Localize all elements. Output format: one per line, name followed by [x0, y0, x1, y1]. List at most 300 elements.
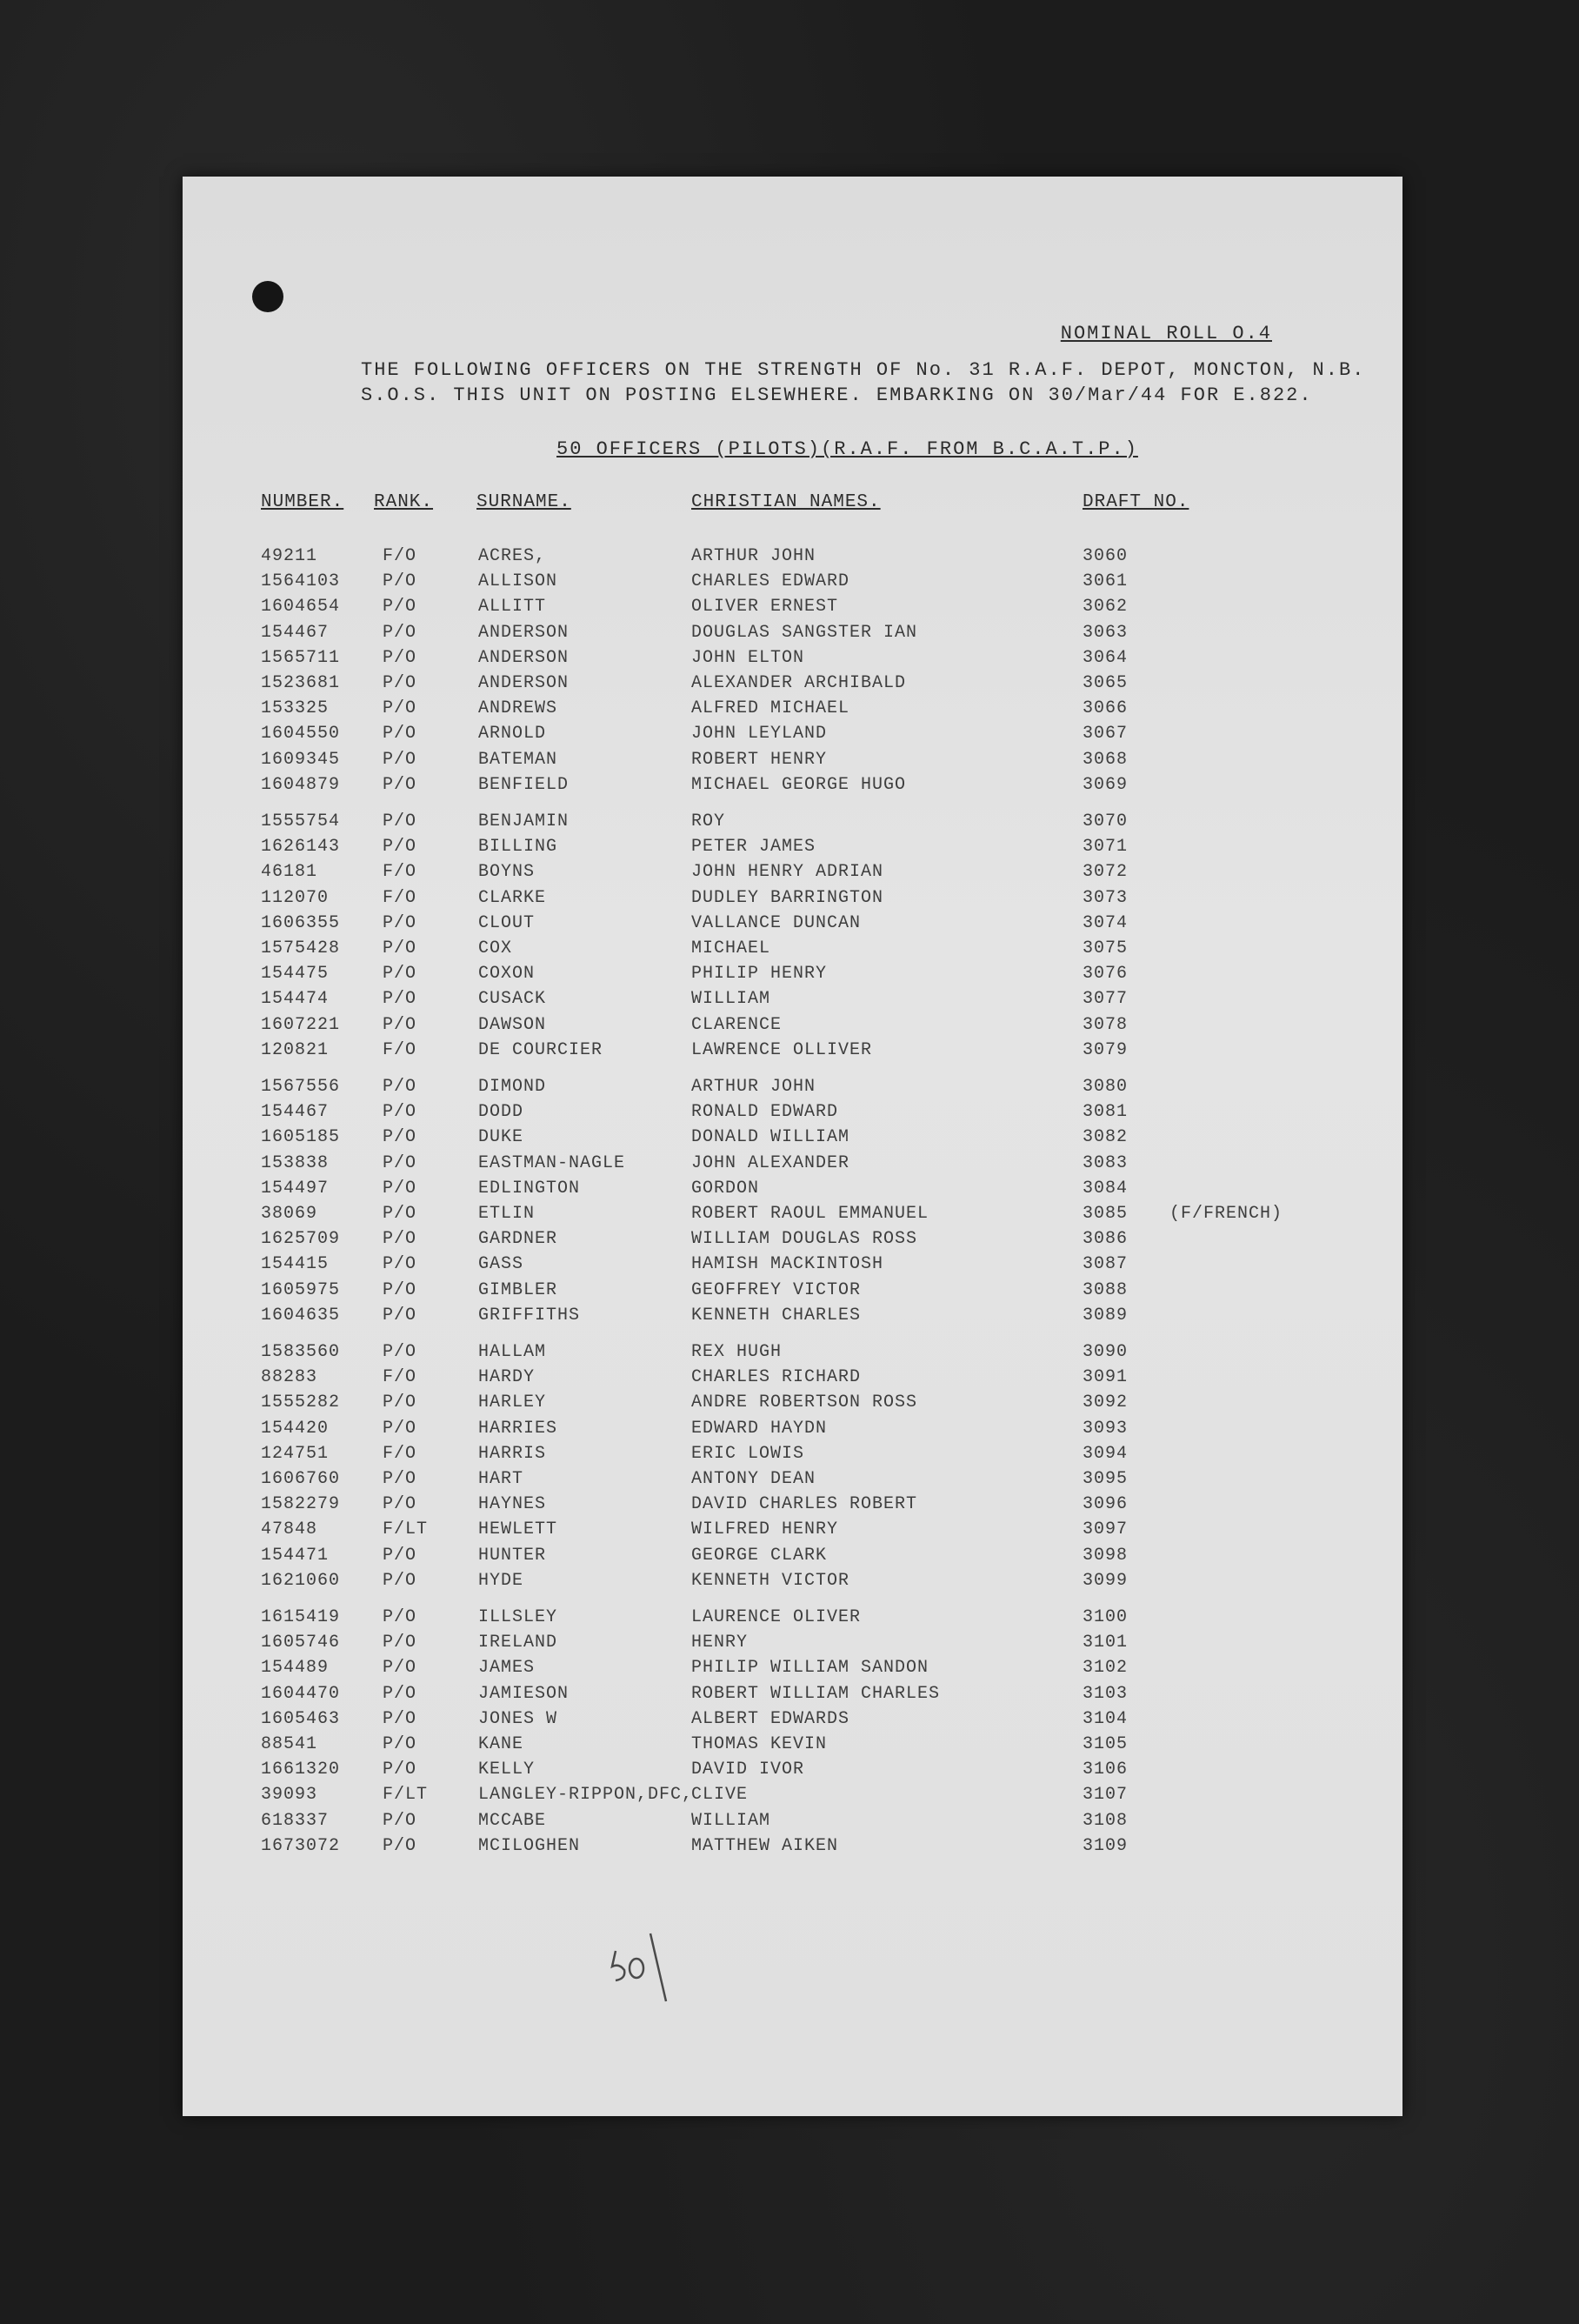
intro-line-2: S.O.S. THIS UNIT ON POSTING ELSEWHERE. EMBARKING ON 30/Mar/44 FOR E.822. [361, 384, 1313, 406]
officer-draft-no: 3083 [1083, 1152, 1129, 1173]
officer-draft-no: 3064 [1083, 647, 1129, 668]
officer-draft-no: 3090 [1083, 1342, 1129, 1362]
officer-number: 154467 [261, 622, 330, 643]
officer-surname: DUKE [478, 1127, 524, 1148]
officer-number: 1621060 [261, 1570, 341, 1591]
officer-rank: P/O [383, 1469, 417, 1489]
officer-surname: CLOUT [478, 912, 536, 933]
table-row [183, 1040, 1402, 1065]
officer-christian-names: PETER JAMES [691, 837, 816, 858]
header-surname: SURNAME. [476, 492, 571, 512]
officer-rank: P/O [383, 964, 417, 985]
officer-christian-names: WILLIAM DOUGLAS ROSS [691, 1229, 918, 1250]
officer-christian-names: THOMAS KEVIN [691, 1734, 828, 1754]
officer-rank: P/O [383, 724, 417, 745]
officer-rank: P/O [383, 1734, 417, 1754]
officer-surname: BILLING [478, 837, 558, 858]
table-row [183, 989, 1402, 1013]
officer-number: 1555754 [261, 811, 341, 831]
officer-number: 1606760 [261, 1469, 341, 1489]
officer-draft-no: 3072 [1083, 862, 1129, 883]
officer-number: 154497 [261, 1178, 330, 1199]
officer-draft-no: 3099 [1083, 1570, 1129, 1591]
officer-draft-no: 3063 [1083, 622, 1129, 643]
table-row [183, 1494, 1402, 1519]
table-row [183, 1392, 1402, 1417]
officer-christian-names: DOUGLAS SANGSTER IAN [691, 622, 918, 643]
officer-number: 112070 [261, 887, 330, 908]
table-row [183, 888, 1402, 912]
officer-draft-no: 3069 [1083, 774, 1129, 795]
officer-number: 1604550 [261, 724, 341, 745]
table-row [183, 1546, 1402, 1570]
officer-draft-no: 3065 [1083, 673, 1129, 693]
officer-draft-no: 3094 [1083, 1443, 1129, 1464]
officer-surname: DODD [478, 1102, 524, 1123]
officer-draft-no: 3108 [1083, 1810, 1129, 1831]
officer-surname: ALLITT [478, 597, 547, 618]
officer-surname: DIMOND [478, 1077, 547, 1097]
officer-number: 1661320 [261, 1760, 341, 1780]
officer-surname: HARDY [478, 1367, 536, 1388]
officer-surname: MCILOGHEN [478, 1835, 581, 1856]
officer-draft-no: 3080 [1083, 1077, 1129, 1097]
officer-surname: LANGLEY-RIPPON,DFC, [478, 1785, 694, 1806]
officer-draft-no: 3095 [1083, 1469, 1129, 1489]
table-row [183, 811, 1402, 836]
table-row [183, 1444, 1402, 1468]
officer-draft-no: 3079 [1083, 1039, 1129, 1060]
officer-number: 38069 [261, 1204, 318, 1224]
officer-draft-no: 3073 [1083, 887, 1129, 908]
officer-number: 39093 [261, 1785, 318, 1806]
table-row [183, 698, 1402, 723]
officer-draft-no: 3093 [1083, 1418, 1129, 1439]
officer-christian-names: ALBERT EDWARDS [691, 1708, 850, 1729]
officer-draft-no: 3105 [1083, 1734, 1129, 1754]
officer-draft-no: 3089 [1083, 1305, 1129, 1326]
officer-rank: P/O [383, 673, 417, 693]
officer-draft-no: 3062 [1083, 597, 1129, 618]
officer-rank: P/O [383, 1760, 417, 1780]
officer-surname: HUNTER [478, 1545, 547, 1566]
document-page [183, 177, 1402, 2116]
officer-rank: F/O [383, 1039, 417, 1060]
officer-surname: JAMES [478, 1658, 536, 1679]
table-row [183, 1607, 1402, 1632]
officer-draft-no: 3077 [1083, 989, 1129, 1010]
officer-rank: P/O [383, 698, 417, 719]
officer-draft-no: 3081 [1083, 1102, 1129, 1123]
officer-christian-names: WILFRED HENRY [691, 1519, 839, 1540]
officer-draft-no: 3109 [1083, 1835, 1129, 1856]
table-row [183, 1342, 1402, 1366]
table-row [183, 1419, 1402, 1443]
officer-christian-names: JOHN ALEXANDER [691, 1152, 850, 1173]
officer-rank: P/O [383, 622, 417, 643]
officer-christian-names: PHILIP HENRY [691, 964, 828, 985]
officer-rank: F/O [383, 887, 417, 908]
officer-surname: HARRIES [478, 1418, 558, 1439]
table-row [183, 623, 1402, 647]
officer-rank: P/O [383, 1342, 417, 1362]
officer-surname: HARRIS [478, 1443, 547, 1464]
officer-rank: P/O [383, 912, 417, 933]
officer-christian-names: LAWRENCE OLLIVER [691, 1039, 873, 1060]
table-row [183, 1179, 1402, 1203]
officer-draft-no: 3087 [1083, 1254, 1129, 1275]
officer-christian-names: ROBERT RAOUL EMMANUEL [691, 1204, 929, 1224]
officer-christian-names: LAURENCE OLIVER [691, 1607, 862, 1627]
officer-surname: BOYNS [478, 862, 536, 883]
table-row [183, 1811, 1402, 1835]
header-rank: RANK. [374, 492, 434, 512]
table-row [183, 1077, 1402, 1101]
officer-surname: COX [478, 938, 513, 958]
officer-christian-names: MICHAEL GEORGE HUGO [691, 774, 907, 795]
officer-number: 1583560 [261, 1342, 341, 1362]
officer-rank: P/O [383, 837, 417, 858]
table-row [183, 1633, 1402, 1657]
officer-christian-names: EDWARD HAYDN [691, 1418, 828, 1439]
officer-surname: HAYNES [478, 1494, 547, 1515]
officer-draft-no: 3061 [1083, 571, 1129, 592]
table-row [183, 862, 1402, 886]
officer-draft-no: 3078 [1083, 1014, 1129, 1035]
officer-draft-no: 3107 [1083, 1785, 1129, 1806]
table-row [183, 1204, 1402, 1228]
officer-number: 1606355 [261, 912, 341, 933]
officer-draft-no: 3103 [1083, 1683, 1129, 1704]
officer-draft-no: 3096 [1083, 1494, 1129, 1515]
subtitle: 50 OFFICERS (PILOTS)(R.A.F. FROM B.C.A.T.P.) [556, 438, 1138, 460]
officer-christian-names: CHARLES RICHARD [691, 1367, 862, 1388]
officer-christian-names: HENRY [691, 1633, 749, 1653]
officer-surname: ANDREWS [478, 698, 558, 719]
officer-number: 1604635 [261, 1305, 341, 1326]
officer-surname: ARNOLD [478, 724, 547, 745]
officer-number: 1575428 [261, 938, 341, 958]
officer-surname: COXON [478, 964, 536, 985]
officer-draft-no: 3098 [1083, 1545, 1129, 1566]
officer-number: 1609345 [261, 749, 341, 770]
officer-rank: F/O [383, 862, 417, 883]
officer-draft-no: 3071 [1083, 837, 1129, 858]
officer-rank: P/O [383, 1127, 417, 1148]
officer-number: 153838 [261, 1152, 330, 1173]
table-row [183, 1127, 1402, 1152]
table-row [183, 1102, 1402, 1126]
officer-christian-names: REX HUGH [691, 1342, 783, 1362]
table-row [183, 571, 1402, 596]
officer-surname: DE COURCIER [478, 1039, 603, 1060]
officer-draft-no: 3075 [1083, 938, 1129, 958]
header-number: NUMBER. [261, 492, 344, 512]
officer-draft-no: 3067 [1083, 724, 1129, 745]
officer-number: 1604654 [261, 597, 341, 618]
officer-rank: P/O [383, 571, 417, 592]
officer-number: 1604879 [261, 774, 341, 795]
roll-title: NOMINAL ROLL O.4 [1060, 323, 1272, 344]
officer-rank: F/LT [383, 1519, 429, 1540]
officer-christian-names: ROY [691, 811, 726, 831]
officer-draft-no: 3074 [1083, 912, 1129, 933]
officer-rank: P/O [383, 749, 417, 770]
officer-draft-no: 3076 [1083, 964, 1129, 985]
officer-number: 1615419 [261, 1607, 341, 1627]
table-row [183, 1469, 1402, 1493]
officer-christian-names: ARTHUR JOHN [691, 1077, 816, 1097]
table-row [183, 1306, 1402, 1330]
officer-surname: JONES W [478, 1708, 558, 1729]
officer-number: 120821 [261, 1039, 330, 1060]
officer-draft-no: 3088 [1083, 1279, 1129, 1300]
table-row [183, 1709, 1402, 1733]
officer-rank: F/O [383, 546, 417, 566]
officer-rank: P/O [383, 1077, 417, 1097]
officer-rank: P/O [383, 1658, 417, 1679]
officer-surname: EDLINGTON [478, 1178, 581, 1199]
officer-christian-names: DONALD WILLIAM [691, 1127, 850, 1148]
officer-note: (F/FRENCH) [1169, 1204, 1283, 1224]
table-row [183, 964, 1402, 988]
officer-christian-names: ROBERT WILLIAM CHARLES [691, 1683, 941, 1704]
officer-christian-names: CHARLES EDWARD [691, 571, 850, 592]
table-row [183, 1836, 1402, 1860]
officer-christian-names: ALEXANDER ARCHIBALD [691, 673, 907, 693]
officer-surname: KANE [478, 1734, 524, 1754]
officer-rank: P/O [383, 774, 417, 795]
officer-surname: HYDE [478, 1570, 524, 1591]
officer-christian-names: WILLIAM [691, 989, 771, 1010]
officer-rank: P/O [383, 1229, 417, 1250]
officer-number: 124751 [261, 1443, 330, 1464]
officer-number: 1673072 [261, 1835, 341, 1856]
handwritten-count-mark [609, 1925, 670, 2003]
officer-surname: ANDERSON [478, 647, 570, 668]
officer-surname: JAMIESON [478, 1683, 570, 1704]
officer-surname: HALLAM [478, 1342, 547, 1362]
table-row [183, 673, 1402, 698]
officer-draft-no: 3084 [1083, 1178, 1129, 1199]
officer-number: 154471 [261, 1545, 330, 1566]
officer-rank: P/O [383, 1810, 417, 1831]
officer-christian-names: DUDLEY BARRINGTON [691, 887, 884, 908]
officer-number: 1567556 [261, 1077, 341, 1097]
officer-number: 1605185 [261, 1127, 341, 1148]
officer-rank: P/O [383, 1418, 417, 1439]
table-row [183, 1229, 1402, 1253]
officer-surname: ETLIN [478, 1204, 536, 1224]
officer-rank: F/O [383, 1367, 417, 1388]
officer-number: 618337 [261, 1810, 330, 1831]
officer-number: 46181 [261, 862, 318, 883]
officer-draft-no: 3086 [1083, 1229, 1129, 1250]
officer-draft-no: 3085 [1083, 1204, 1129, 1224]
intro-line-1: THE FOLLOWING OFFICERS ON THE STRENGTH OF No. 31 R.A.F. DEPOT, MONCTON, N.B. [361, 359, 1366, 381]
officer-rank: F/O [383, 1443, 417, 1464]
officer-draft-no: 3097 [1083, 1519, 1129, 1540]
officer-number: 1555282 [261, 1392, 341, 1413]
table-row [183, 938, 1402, 963]
officer-number: 154420 [261, 1418, 330, 1439]
officer-surname: ALLISON [478, 571, 558, 592]
officer-christian-names: ALFRED MICHAEL [691, 698, 850, 719]
table-row [183, 1015, 1402, 1039]
officer-surname: EASTMAN-NAGLE [478, 1152, 626, 1173]
officer-number: 1607221 [261, 1014, 341, 1035]
officer-rank: F/LT [383, 1785, 429, 1806]
officer-christian-names: DAVID IVOR [691, 1760, 805, 1780]
officer-draft-no: 3060 [1083, 546, 1129, 566]
officer-surname: GIMBLER [478, 1279, 558, 1300]
officer-rank: P/O [383, 1494, 417, 1515]
officer-draft-no: 3102 [1083, 1658, 1129, 1679]
punch-hole [252, 281, 283, 312]
officer-surname: HART [478, 1469, 524, 1489]
officer-rank: P/O [383, 1254, 417, 1275]
officer-rank: P/O [383, 1708, 417, 1729]
officer-christian-names: PHILIP WILLIAM SANDON [691, 1658, 929, 1679]
table-row [183, 1519, 1402, 1544]
table-row [183, 1658, 1402, 1682]
officer-number: 154415 [261, 1254, 330, 1275]
officer-christian-names: MATTHEW AIKEN [691, 1835, 839, 1856]
officer-rank: P/O [383, 1178, 417, 1199]
officer-rank: P/O [383, 1152, 417, 1173]
officer-christian-names: KENNETH CHARLES [691, 1305, 862, 1326]
officer-rank: P/O [383, 1683, 417, 1704]
officer-rank: P/O [383, 1204, 417, 1224]
officer-draft-no: 3068 [1083, 749, 1129, 770]
officer-surname: ACRES, [478, 546, 547, 566]
table-row [183, 1367, 1402, 1392]
officer-number: 1625709 [261, 1229, 341, 1250]
officer-surname: ANDERSON [478, 673, 570, 693]
officer-christian-names: JOHN HENRY ADRIAN [691, 862, 884, 883]
header-draft-no: DRAFT NO. [1083, 492, 1189, 512]
header-christian-names: CHRISTIAN NAMES. [691, 492, 881, 512]
officer-christian-names: OLIVER ERNEST [691, 597, 839, 618]
table-row [183, 1571, 1402, 1595]
officer-rank: P/O [383, 811, 417, 831]
officer-surname: HARLEY [478, 1392, 547, 1413]
officer-number: 1626143 [261, 837, 341, 858]
officer-number: 154467 [261, 1102, 330, 1123]
officer-number: 154475 [261, 964, 330, 985]
officer-rank: P/O [383, 1392, 417, 1413]
table-row [183, 750, 1402, 774]
officer-number: 1565711 [261, 647, 341, 668]
officer-christian-names: KENNETH VICTOR [691, 1570, 850, 1591]
officer-rank: P/O [383, 1607, 417, 1627]
officer-surname: DAWSON [478, 1014, 547, 1035]
officer-draft-no: 3101 [1083, 1633, 1129, 1653]
officer-surname: ANDERSON [478, 622, 570, 643]
officer-christian-names: JOHN ELTON [691, 647, 805, 668]
officer-christian-names: JOHN LEYLAND [691, 724, 828, 745]
officer-rank: P/O [383, 1570, 417, 1591]
officer-christian-names: GEOFFREY VICTOR [691, 1279, 862, 1300]
officer-draft-no: 3106 [1083, 1760, 1129, 1780]
officer-number: 88541 [261, 1734, 318, 1754]
officer-surname: HEWLETT [478, 1519, 558, 1540]
officer-rank: P/O [383, 989, 417, 1010]
officer-christian-names: CLIVE [691, 1785, 749, 1806]
officer-christian-names: WILLIAM [691, 1810, 771, 1831]
officer-surname: GASS [478, 1254, 524, 1275]
officer-draft-no: 3082 [1083, 1127, 1129, 1148]
officer-number: 1564103 [261, 571, 341, 592]
officer-surname: GRIFFITHS [478, 1305, 581, 1326]
table-row [183, 1760, 1402, 1784]
officer-number: 1604470 [261, 1683, 341, 1704]
officer-rank: P/O [383, 1279, 417, 1300]
officer-rank: P/O [383, 938, 417, 958]
officer-rank: P/O [383, 1102, 417, 1123]
officer-surname: KELLY [478, 1760, 536, 1780]
officer-number: 1605746 [261, 1633, 341, 1653]
officer-christian-names: GORDON [691, 1178, 760, 1199]
officer-rank: P/O [383, 597, 417, 618]
officer-draft-no: 3104 [1083, 1708, 1129, 1729]
officer-christian-names: ROBERT HENRY [691, 749, 828, 770]
officer-surname: GARDNER [478, 1229, 558, 1250]
table-row [183, 597, 1402, 621]
officer-surname: IRELAND [478, 1633, 558, 1653]
officer-surname: CUSACK [478, 989, 547, 1010]
table-row [183, 546, 1402, 571]
officer-number: 154489 [261, 1658, 330, 1679]
table-row [183, 1254, 1402, 1279]
table-row [183, 913, 1402, 938]
officer-draft-no: 3092 [1083, 1392, 1129, 1413]
officer-christian-names: CLARENCE [691, 1014, 783, 1035]
officer-christian-names: ERIC LOWIS [691, 1443, 805, 1464]
officer-number: 47848 [261, 1519, 318, 1540]
table-row [183, 1785, 1402, 1809]
officer-rank: P/O [383, 1014, 417, 1035]
officer-draft-no: 3100 [1083, 1607, 1129, 1627]
officer-christian-names: VALLANCE DUNCAN [691, 912, 862, 933]
officer-surname: BATEMAN [478, 749, 558, 770]
officer-christian-names: HAMISH MACKINTOSH [691, 1254, 884, 1275]
officer-number: 153325 [261, 698, 330, 719]
intro-text [361, 357, 1366, 408]
officer-draft-no: 3070 [1083, 811, 1129, 831]
officer-christian-names: MICHAEL [691, 938, 771, 958]
officer-draft-no: 3091 [1083, 1367, 1129, 1388]
officer-surname: ILLSLEY [478, 1607, 558, 1627]
officer-number: 1605463 [261, 1708, 341, 1729]
table-row [183, 1684, 1402, 1708]
table-row [183, 1734, 1402, 1759]
table-row [183, 724, 1402, 748]
officer-christian-names: ARTHUR JOHN [691, 546, 816, 566]
officer-number: 88283 [261, 1367, 318, 1388]
table-row [183, 1153, 1402, 1178]
officer-surname: BENJAMIN [478, 811, 570, 831]
table-row [183, 648, 1402, 672]
officer-number: 1523681 [261, 673, 341, 693]
officer-rank: P/O [383, 1545, 417, 1566]
officer-draft-no: 3066 [1083, 698, 1129, 719]
table-row [183, 775, 1402, 799]
officer-number: 154474 [261, 989, 330, 1010]
officer-christian-names: DAVID CHARLES ROBERT [691, 1494, 918, 1515]
officer-number: 1605975 [261, 1279, 341, 1300]
officer-surname: BENFIELD [478, 774, 570, 795]
